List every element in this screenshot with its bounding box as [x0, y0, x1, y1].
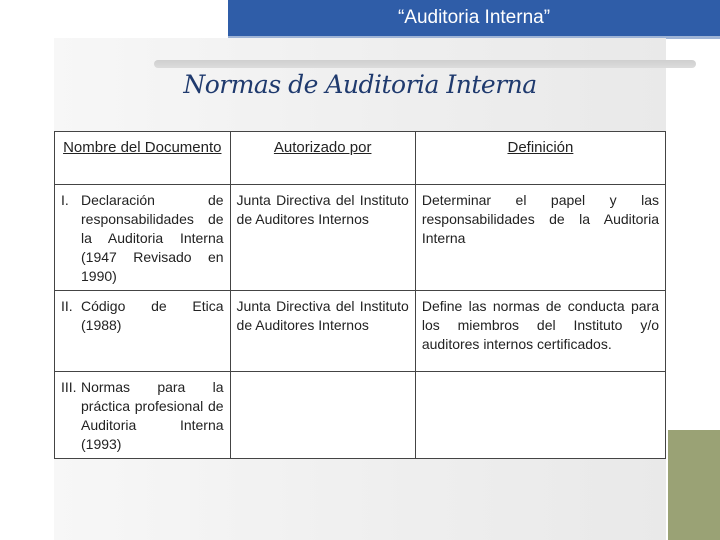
page-title: Normas de Auditoria Interna — [183, 70, 537, 99]
header-title: “Auditoria Interna” — [397, 7, 551, 28]
cell-authorized-by — [230, 185, 415, 291]
cell-authorized-by — [230, 372, 415, 459]
cell-definition — [415, 372, 665, 459]
standards-table — [54, 131, 666, 459]
header-bar — [228, 0, 720, 39]
row-number: III. — [61, 379, 77, 395]
cell-definition — [415, 291, 665, 372]
document-name: Normas para la práctica profesional de Auditoria Interna (1993) — [81, 379, 224, 452]
definition — [416, 372, 665, 382]
row-number: II. — [61, 298, 73, 314]
table-header-row — [55, 132, 666, 185]
header-definition: Definición — [415, 132, 665, 185]
cell-document-name — [55, 291, 231, 372]
row-number: I. — [61, 192, 69, 208]
cell-document-name — [55, 372, 231, 459]
authorized-by: Junta Directiva del Instituto de Auditores Internos — [236, 298, 409, 333]
header-document-name: Nombre del Documento — [55, 132, 231, 185]
title-divider — [154, 60, 696, 68]
definition: Define las normas de conducta para los miembros del Instituto y/o auditores internos certificados. — [421, 298, 659, 352]
cell-definition — [415, 185, 665, 291]
authorized-by — [231, 372, 415, 382]
cell-document-name — [55, 185, 231, 291]
document-name: Código de Etica (1988) — [81, 298, 224, 333]
header-authorized-by: Autorizado por — [230, 132, 415, 185]
accent-block — [668, 430, 720, 540]
cell-authorized-by — [230, 291, 415, 372]
table-row — [55, 291, 666, 372]
authorized-by: Junta Directiva del Instituto de Auditores Internos — [236, 192, 409, 227]
table-row — [55, 372, 666, 459]
table-row — [55, 185, 666, 291]
document-name: Declaración de responsabilidades de la Auditoria Interna (1947 Revisado en 1990) — [81, 192, 224, 284]
definition: Determinar el papel y las responsabilidades de la Auditoria Interna — [421, 192, 659, 246]
